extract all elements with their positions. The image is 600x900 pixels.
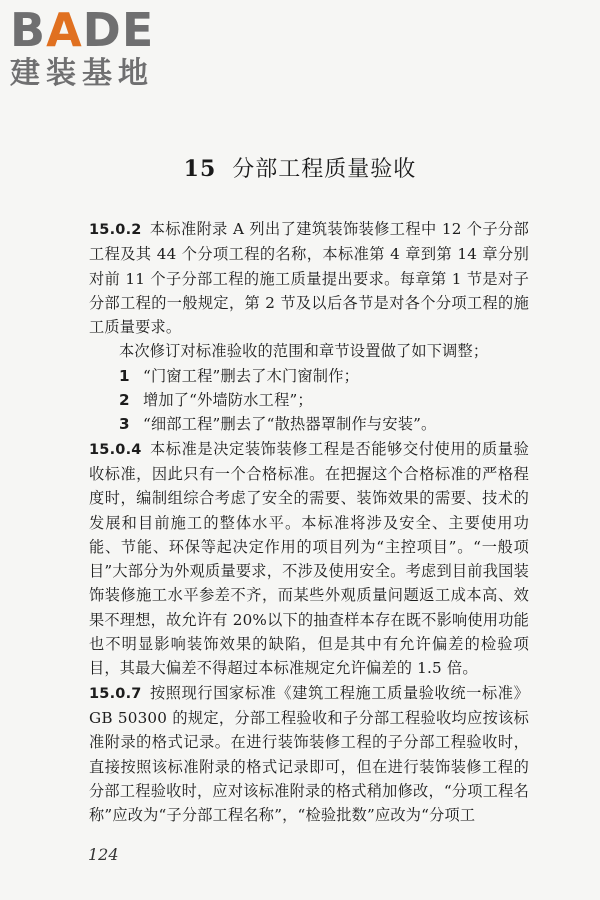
clause-number: 15.0.7 <box>89 685 142 702</box>
logo-subtitle: 建装基地 <box>10 56 154 91</box>
clause-text: 本标准附录 A 列出了建筑装饰装修工程中 12 个子分部工程及其 44 个分项工程的名称，本标准第 4 章到第 14 章分别对前 11 个子分部工程的施工质量提出要求。每章第 1 节是对子分部工程的一般规定，第 2 节及以后各节是对各个分项工程的施工质量要求。 <box>89 220 529 337</box>
logo-letter-a: A <box>46 3 83 57</box>
clause-number: 15.0.2 <box>89 222 142 238</box>
clause-text: 本标准是决定装饰装修工程是否能够交付使用的质量验收标准，因此只有一个合格标准。在把握这个合格标准的严格程度时，编制组综合考虑了安全的需要、装饰效果的需要、技术的发展和目前施工的整体水平。本标准将涉及安全、主要使用功能、节能、环保等起决定作用的项目列为“主控项目”。“一般项目”大部分为外观质量要求，不涉及使用安全。考虑到目前我国装饰装修施工水平参差不齐，而某些外观质量问题返工成本高、效果不理想，故允许有 20%以下的抽查样本存在既不影响使用功能也不明显影响装饰效果的缺陷，但是其中有允许偏差的检验项目，其最大偏差不得超过本标准规定允许偏差的 1.5 倍。 <box>89 439 529 678</box>
list-item-text: 增加了“外墙防水工程”； <box>143 391 313 410</box>
logo-wordmark <box>10 3 180 57</box>
revision-intro-paragraph: 本次修订对标准验收的范围和章节设置做了如下调整； <box>119 342 489 361</box>
logo-letter-b: B <box>10 3 47 57</box>
list-item-text: “门窗工程”删去了木门窗制作； <box>143 366 359 385</box>
logo-letters-de: DE <box>82 3 155 57</box>
clause-15-0-2 <box>89 217 529 339</box>
page-body <box>89 217 529 827</box>
clause-text: 按照现行国家标准《建筑工程施工质量验收统一标准》GB 50300 的规定，分部工程验收和子分部工程验收均应按该标准附录的格式记录。在进行装饰装修工程的子分部工程验收时，直接按照该标准附录的格式记录即可，但在进行装饰装修工程的分部工程验收时，应对该标准附录的格式稍加修改，“分项工程名称”应改为“子分部工程名称”，“检验批数”应改为“分项工 <box>89 683 529 825</box>
chapter-name: 分部工程质量验收 <box>232 157 417 182</box>
list-item-number: 1 <box>119 366 130 385</box>
chapter-title <box>0 152 600 183</box>
page-number: 124 <box>88 845 119 864</box>
list-item <box>89 364 529 388</box>
list-item-number: 3 <box>119 415 130 434</box>
clause-15-0-4 <box>89 437 529 681</box>
bade-logo <box>10 3 180 98</box>
list-item <box>89 412 529 436</box>
list-item <box>89 388 529 412</box>
chapter-number: 15 <box>183 156 217 182</box>
list-item-text: “细部工程”删去了“散热器罩制作与安装”。 <box>143 415 437 434</box>
clause-15-0-7 <box>89 681 529 828</box>
list-item-number: 2 <box>119 391 130 410</box>
clause-number: 15.0.4 <box>89 441 142 458</box>
